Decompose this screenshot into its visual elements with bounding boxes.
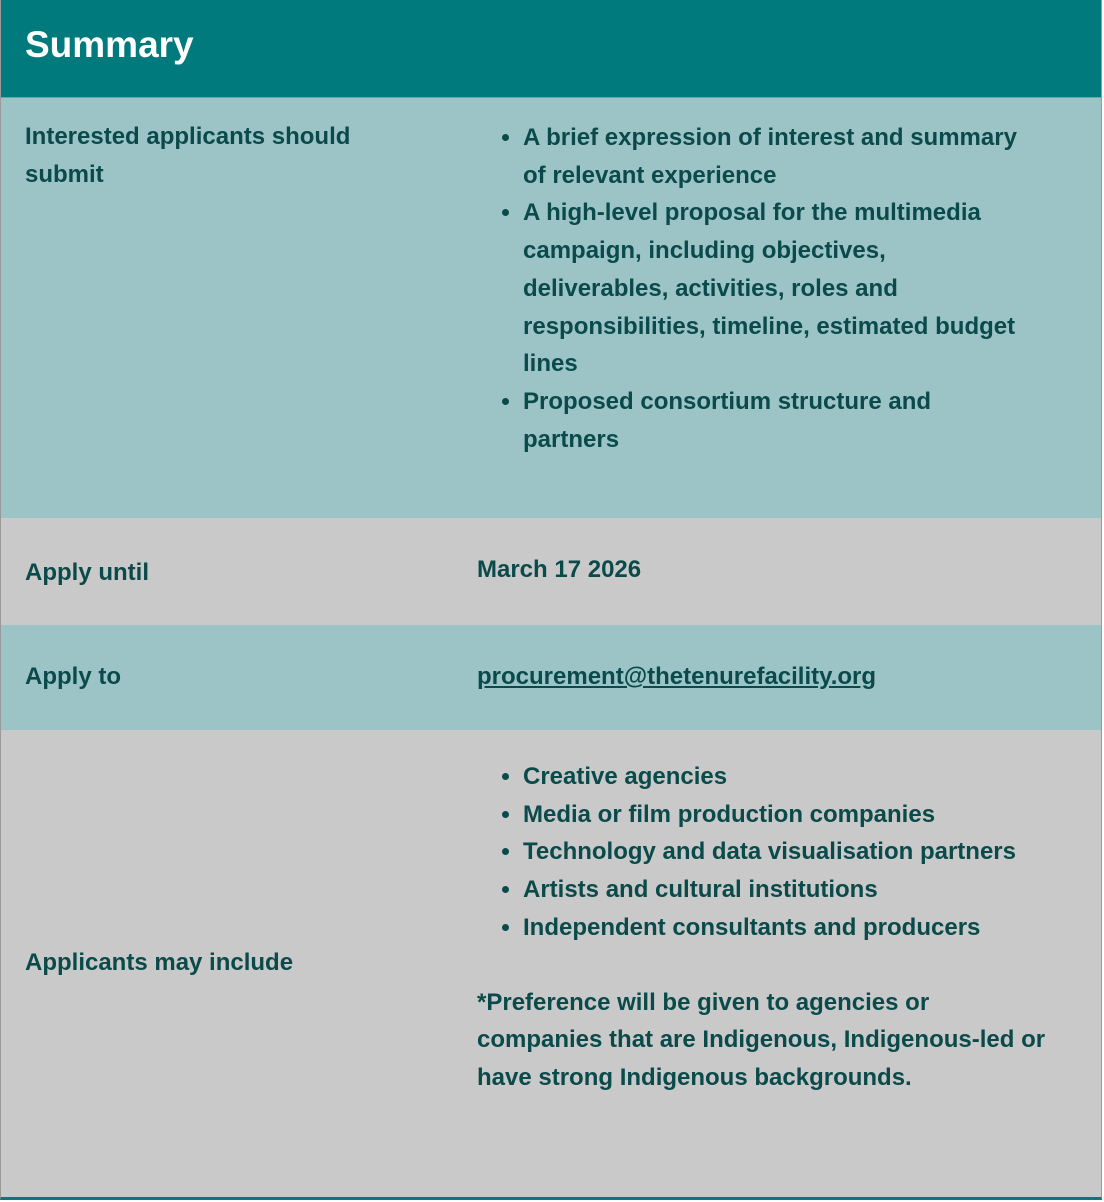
list-item: • Proposed consortium structure and partners	[523, 383, 1017, 458]
list-item: • A high-level proposal for the multimedia campaign, including objectives, deliverables, activities, roles and responsibilities, timeline, estimated budget lines	[523, 194, 1017, 383]
row-submit	[1, 98, 1101, 518]
row-applicants	[1, 730, 1101, 1200]
list-item: • Independent consultants and producers	[523, 909, 1077, 947]
row-value	[477, 119, 1017, 458]
row-label: Apply to	[25, 663, 121, 690]
preference-note: *Preference will be given to agencies or companies that are Indigenous, Indigenous-led or have strong Indigenous backgrounds.	[477, 988, 1046, 1091]
row-apply-until	[1, 518, 1101, 625]
list-item: • Artists and cultural institutions	[523, 871, 1077, 909]
list-item: • Creative agencies	[523, 758, 1077, 796]
row-label: Interested applicants should submit	[25, 123, 351, 188]
row-value	[477, 758, 1077, 1097]
row-label: Applicants may include	[25, 949, 294, 976]
row-apply-to	[1, 625, 1101, 730]
list-item: • Technology and data visualisation partners	[523, 833, 1077, 871]
list-item: • Media or film production companies	[523, 796, 1077, 834]
list-item: • A brief expression of interest and summary of relevant experience	[523, 119, 1017, 194]
applicants-list	[477, 758, 1077, 947]
summary-title: Summary	[1, 0, 1101, 98]
deadline-value: March 17 2026	[477, 556, 642, 583]
email-link[interactable]: procurement@thetenurefacility.org	[477, 663, 877, 690]
submit-list	[477, 119, 1017, 458]
row-label: Apply until	[25, 559, 149, 586]
